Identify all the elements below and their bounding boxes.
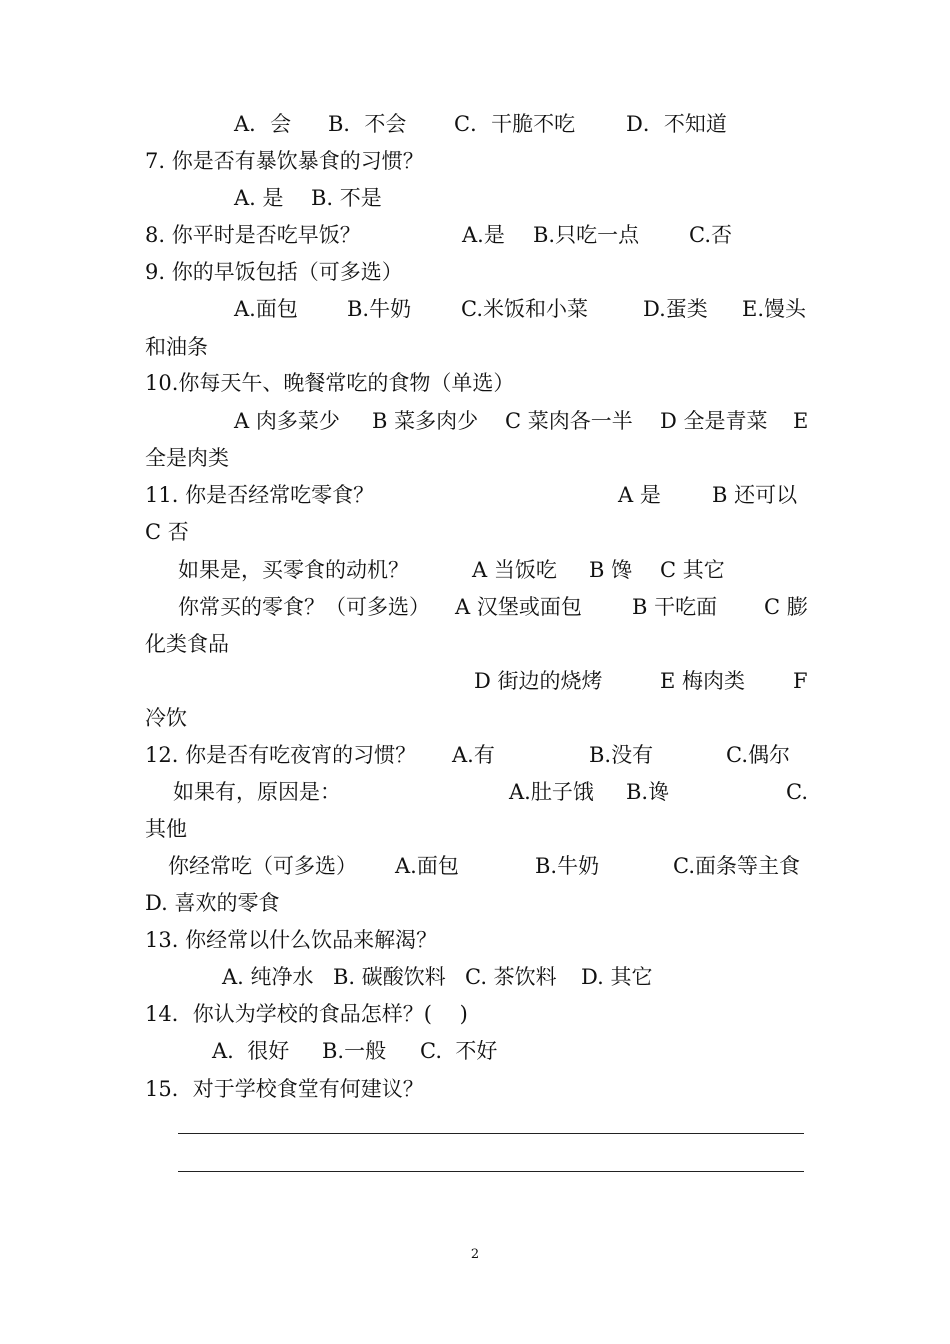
option: A.是 — [462, 223, 505, 247]
question-text: 12. 你是否有吃夜宵的习惯？ — [145, 743, 417, 767]
option: D 街边的烧烤 — [474, 669, 603, 693]
option: E.馒头 — [742, 297, 807, 321]
option: A. 纯净水 — [222, 965, 314, 989]
sub-question-text: 如果有，原因是： — [173, 780, 341, 804]
answer-blank-line — [178, 1171, 804, 1172]
option: C. 茶饮料 — [465, 965, 557, 989]
option: B 菜多肉少 — [372, 409, 479, 433]
option: B.一般 — [322, 1039, 387, 1063]
question-text: 11. 你是否经常吃零食？ — [145, 483, 375, 507]
option: A.面包 — [395, 854, 459, 878]
option: C 菜肉各一半 — [505, 409, 633, 433]
question-text: 14．你认为学校的食品怎样？( ) — [145, 1002, 468, 1026]
option: B. 不是 — [311, 186, 382, 210]
option: B.只吃一点 — [533, 223, 640, 247]
option: D. 其它 — [581, 965, 653, 989]
option: B 还可以 — [712, 483, 798, 507]
option: C. — [786, 780, 808, 804]
option: D. 喜欢的零食 — [145, 891, 280, 915]
option: A. 是 — [234, 186, 284, 210]
sub-question-text: 你经常吃（可多选） — [168, 854, 357, 878]
option: C．干脆不吃 — [454, 112, 576, 136]
option: D．不知道 — [626, 112, 727, 136]
option: A.肚子饿 — [509, 780, 594, 804]
option-continued: 冷饮 — [145, 706, 187, 730]
option: A.面包 — [234, 297, 298, 321]
answer-blank-line — [178, 1133, 804, 1134]
option: C. 不好 — [420, 1039, 498, 1063]
option: B.谗 — [626, 780, 670, 804]
q15-question — [0, 1076, 950, 1128]
option: B 干吃面 — [632, 595, 718, 619]
question-text: 13. 你经常以什么饮品来解渴？ — [145, 928, 438, 952]
question-text: 10.你每天午、晚餐常吃的食物（单选） — [145, 371, 515, 395]
sub-question-text: 如果是，买零食的动机？ — [178, 558, 409, 582]
option: A 肉多菜少 — [234, 409, 340, 433]
option: A 是 — [618, 483, 661, 507]
option: C.面条等主食 — [673, 854, 800, 878]
question-text: 7. 你是否有暴饮暴食的习惯？ — [145, 149, 424, 173]
option: A．会 — [234, 112, 292, 136]
option: B 馋 — [589, 558, 633, 582]
option: E — [793, 409, 809, 433]
option: B.没有 — [589, 743, 654, 767]
option-continued: 其他 — [145, 817, 187, 841]
option: C.偶尔 — [726, 743, 790, 767]
option-continued: 全是肉类 — [145, 446, 229, 470]
option: B.牛奶 — [535, 854, 600, 878]
option: B．不会 — [328, 112, 407, 136]
option: C 其它 — [660, 558, 725, 582]
option: B. 碳酸饮料 — [333, 965, 446, 989]
option: E 梅肉类 — [660, 669, 746, 693]
question-text: 15．对于学校食堂有何建议？ — [145, 1077, 424, 1101]
option-continued: 和油条 — [145, 335, 208, 359]
option: D.蛋类 — [643, 297, 708, 321]
option: C.米饭和小菜 — [461, 297, 588, 321]
option: F — [793, 669, 808, 693]
option: C.否 — [689, 223, 732, 247]
page-number: 2 — [470, 1247, 480, 1262]
option: D 全是青菜 — [660, 409, 768, 433]
option: B.牛奶 — [347, 297, 412, 321]
option: A.有 — [452, 743, 495, 767]
option-continued: 化类食品 — [145, 632, 229, 656]
option: A. 很好 — [212, 1039, 290, 1063]
option: C 否 — [145, 520, 189, 544]
question-text: 8. 你平时是否吃早饭？ — [145, 223, 361, 247]
question-text: 9. 你的早饭包括（可多选） — [145, 260, 403, 284]
option: A 当饭吃 — [472, 558, 557, 582]
option: A 汉堡或面包 — [455, 595, 582, 619]
option: C 膨 — [764, 595, 808, 619]
sub-question-text: 你常买的零食？（可多选） — [178, 595, 430, 619]
